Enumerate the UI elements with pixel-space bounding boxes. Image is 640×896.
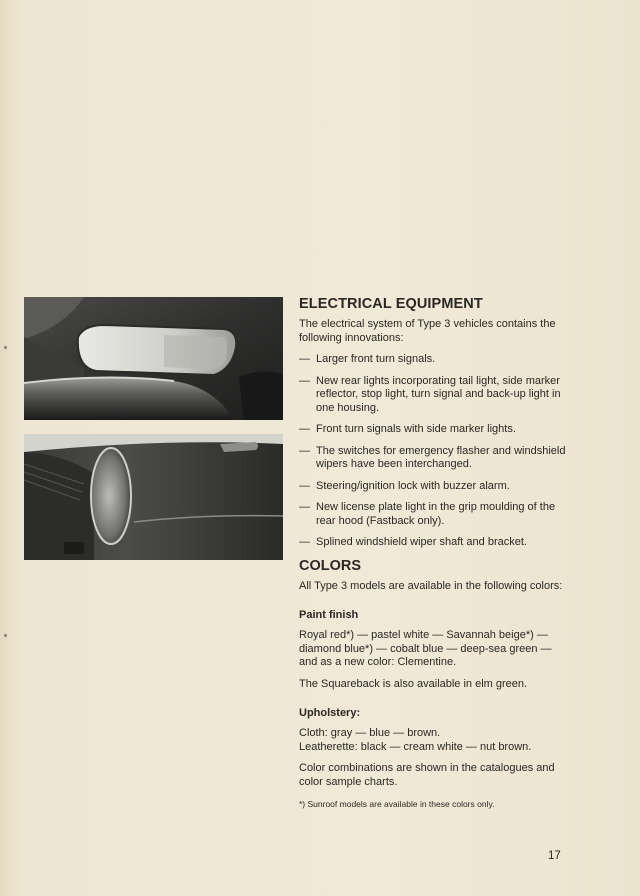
binding-hole [4, 346, 7, 349]
main-text-column [299, 296, 567, 809]
electrical-heading: ELECTRICAL EQUIPMENT [299, 296, 483, 312]
cloth-line: Cloth: gray — blue — brown. [299, 727, 441, 739]
list-item: — Steering/ignition lock with buzzer alarm. [299, 479, 510, 492]
colors-intro: All Type 3 models are available in the following colors: [299, 579, 563, 592]
page-number: 17 [548, 850, 561, 862]
list-item: — Larger front turn signals. [299, 353, 436, 365]
colors-heading: COLORS [299, 557, 362, 574]
footnote: *) Sunroof models are available in these colors only. [299, 799, 495, 809]
list-item: — Splined windshield wiper shaft and bracket. [299, 536, 527, 548]
upholstery-heading: Upholstery: [299, 707, 361, 719]
paint-finish-heading: Paint finish [299, 609, 359, 621]
list-item: — Front turn signals with side marker lights. [299, 423, 516, 435]
color-combinations-text: Color combinations are shown in the catalogues and color sample charts. [299, 762, 555, 788]
leatherette-line: Leatherette: black — cream white — nut brown. [299, 740, 532, 753]
list-item: — New license plate light in the grip moulding of the rear hood (Fastback only). [299, 501, 556, 527]
electrical-innovations-list [299, 353, 567, 550]
electrical-intro: The electrical system of Type 3 vehicles contains the following innovations: [299, 318, 556, 344]
list-item: — The switches for emergency flasher and windshield wipers have been interchanged. [299, 444, 566, 470]
squareback-text: The Squareback is also available in elm green. [299, 677, 528, 690]
list-item: — New rear lights incorporating tail light, side marker reflector, stop light, turn signal and back-up light in one housing. [299, 374, 561, 414]
turn-signal-photo [24, 297, 283, 420]
paint-finish-text: Royal red*) — pastel white — Savannah beige*) — diamond blue*) — cobalt blue — deep-sea green — and as a new color: Clementine. [299, 629, 552, 668]
binding-hole [4, 634, 7, 637]
rear-light-photo [24, 434, 283, 560]
